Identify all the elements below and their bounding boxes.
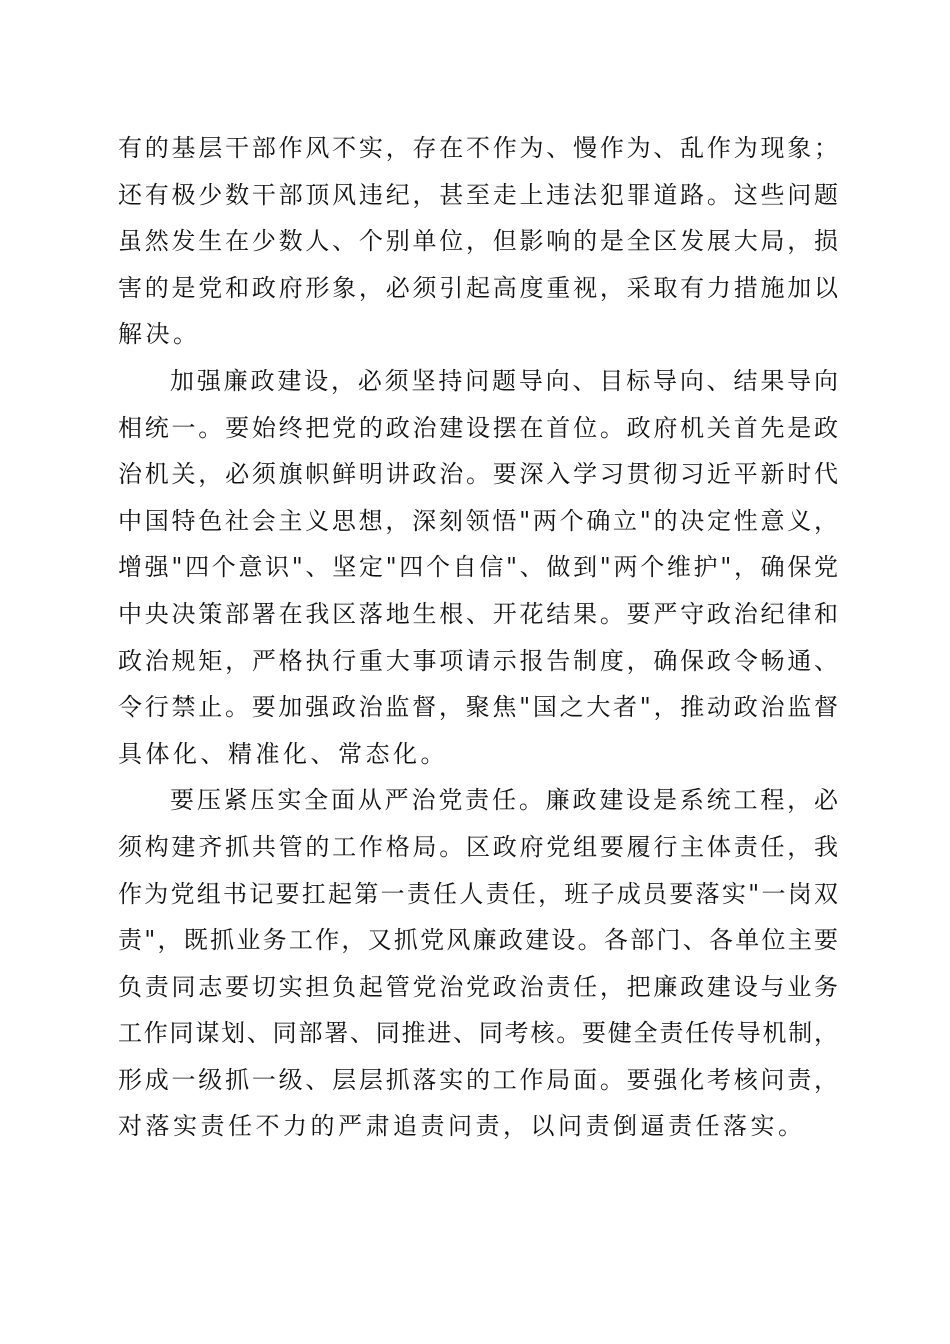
document-body <box>118 125 838 1150</box>
text-line: 具体化、精准化、常态化。 <box>118 739 448 768</box>
text-line: 令行禁止。要加强政治监督，聚焦"国之大者"，推动政治监督 <box>118 693 838 722</box>
paragraph <box>118 358 838 777</box>
text-line: 责"，既抓业务工作，又抓党风廉政建设。各部门、各单位主要 <box>118 926 838 955</box>
text-line: 作为党组书记要扛起第一责任人责任，班子成员要落实"一岗双 <box>118 879 838 908</box>
text-line: 害的是党和政府形象，必须引起高度重视，采取有力措施加以 <box>118 273 838 302</box>
text-line: 解决。 <box>118 320 201 349</box>
text-line: 有的基层干部作风不实，存在不作为、慢作为、乱作为现象； <box>118 134 838 162</box>
text-line: 增强"四个意识"、坚定"四个自信"、做到"两个维护"，确保党 <box>118 553 838 582</box>
text-line: 对落实责任不力的严肃追责问责，以问责倒逼责任落实。 <box>118 1112 806 1141</box>
text-line: 政治规矩，严格执行重大事项请示报告制度，确保政令畅通、 <box>118 646 838 675</box>
text-line: 加强廉政建设，必须坚持问题导向、目标导向、结果导向 <box>170 366 838 395</box>
text-line: 虽然发生在少数人、个别单位，但影响的是全区发展大局，损 <box>118 227 838 256</box>
text-line: 治机关，必须旗帜鲜明讲政治。要深入学习贯彻习近平新时代 <box>118 460 838 489</box>
text-line: 负责同志要切实担负起管党治党政治责任，把廉政建设与业务 <box>118 972 838 1001</box>
paragraph <box>118 125 838 358</box>
text-line: 中国特色社会主义思想，深刻领悟"两个确立"的决定性意义， <box>118 506 838 535</box>
text-line: 工作同谋划、同部署、同推进、同考核。要健全责任传导机制， <box>118 1019 838 1048</box>
text-line: 形成一级抓一级、层层抓落实的工作局面。要强化考核问责， <box>118 1065 838 1094</box>
text-line: 中央决策部署在我区落地生根、开花结果。要严守政治纪律和 <box>118 599 838 628</box>
text-line: 须构建齐抓共管的工作格局。区政府党组要履行主体责任，我 <box>118 832 838 861</box>
paragraph <box>118 777 838 1150</box>
text-line: 相统一。要始终把党的政治建设摆在首位。政府机关首先是政 <box>118 413 838 442</box>
text-line: 要压紧压实全面从严治党责任。廉政建设是系统工程，必 <box>170 786 838 815</box>
text-line: 还有极少数干部顶风违纪，甚至走上违法犯罪道路。这些问题 <box>118 180 838 209</box>
